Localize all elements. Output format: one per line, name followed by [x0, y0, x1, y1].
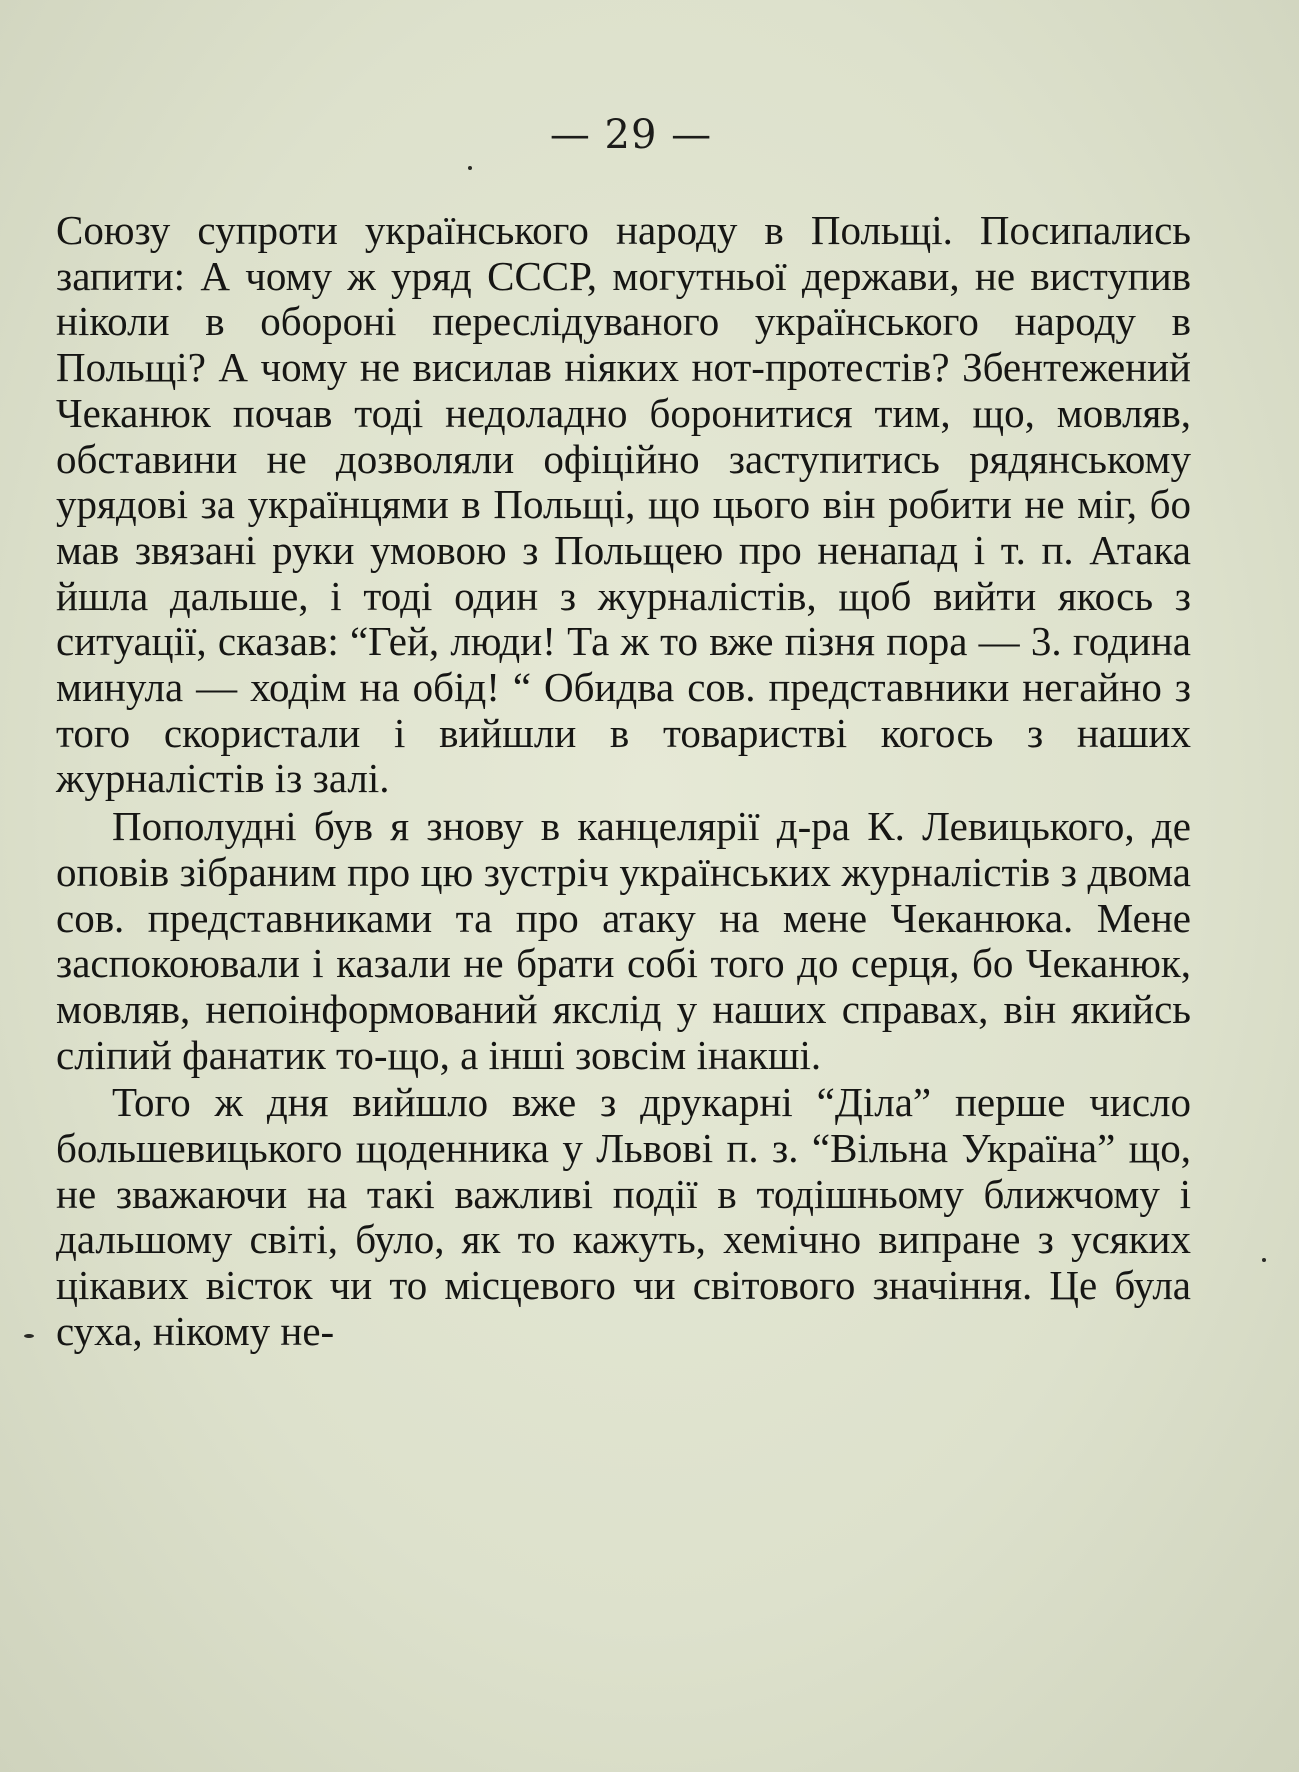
body-text [56, 208, 1191, 1355]
ink-speck [1262, 1258, 1266, 1262]
paragraph-1: Союзу супроти українського народу в Польщі. Посипались запити: А чому ж уряд СССР, могутньої держави, не виступив ніколи в обороні переслідуваного українського народу в Польщі? А чому не висилав ніяких нот-протестів? Збентежений Чеканюк почав тоді недоладно боронитися тим, що, мовляв, обставини не дозволяли офіційно заступитись рядянському урядові за українцями в Польщі, що цього він робити не міг, бо мав звязані руки умовою з Польщею про ненапад і т. п. Атака йшла дальше, і тоді один з журналістів, щоб вийти якось з ситуації, сказав: “Гей, люди! Та ж то вже пізня пора — 3. година минула — ходім на обід! “ Обидва сов. представники негайно з того скористали і вийшли в товаристві когось з наших журналістів із залі. [56, 207, 1191, 802]
page-number: — 29 — [549, 112, 713, 158]
ink-speck [468, 166, 472, 170]
paragraph-3: Того ж дня вийшло вже з друкарні “Діла” перше число большевицького щоденника у Львові п. з. “Вільна Україна” що, не зважаючи на такі важливі події в тодішньому ближчому і дальшому світі, було, як то кажуть, хемічно випране з усяких цікавих вісток чи то місцевого чи світового значіння. Це була суха, нікому не- [56, 1079, 1191, 1354]
paragraph-2: Пополудні був я знову в канцелярії д-ра К. Левицького, де оповів зібраним про цю зустріч українських журналістів з двома сов. представниками та про атаку на мене Чеканюка. Мене заспокоювали і казали не брати собі того до серця, бо Чеканюк, мовляв, непоінформований якслід у наших справах, він якийсь сліпий фанатик то-що, а інші зовсім інакші. [56, 803, 1191, 1078]
ink-speck [24, 1334, 34, 1338]
